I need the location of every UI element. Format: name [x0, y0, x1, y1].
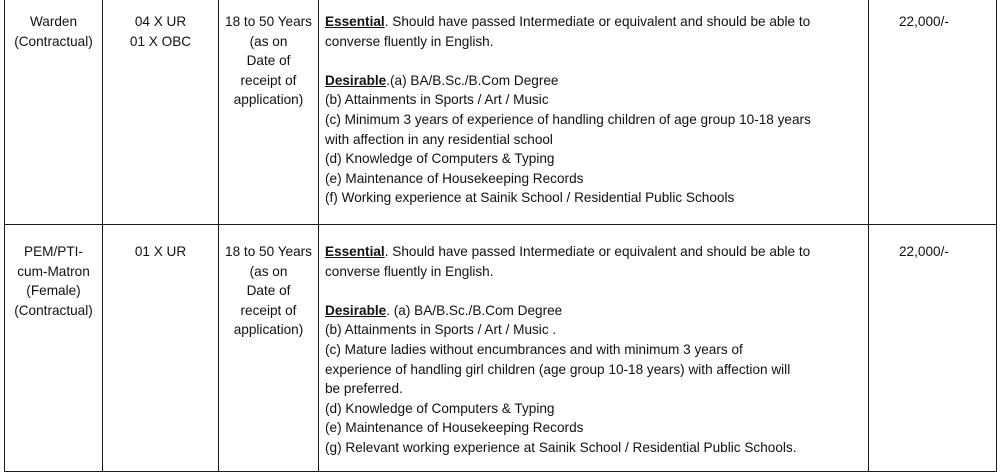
age-line: 18 to 50 Years — [225, 14, 312, 29]
desirable-first-item: .(a) BA/B.Sc./B.Com Degree — [386, 72, 559, 88]
essential-qualification — [325, 242, 864, 262]
desirable-item: (d) Knowledge of Computers & Typing — [325, 151, 555, 167]
post-name-cell — [5, 225, 103, 472]
vacancy-line: 01 X UR — [134, 244, 187, 259]
desirable-item: be preferred. — [325, 381, 403, 397]
pay-value: 22,000/- — [899, 14, 949, 29]
age-limit-cell — [219, 0, 319, 225]
essential-label: Essential — [325, 14, 385, 29]
age-line: 18 to 50 Years — [225, 244, 312, 259]
desirable-item: experience of handling girl children (age group 10-18 years) with affection will — [325, 361, 791, 377]
qualifications-cell — [319, 225, 869, 472]
pay-value: 22,000/- — [899, 244, 949, 259]
desirable-item: (e) Maintenance of Housekeeping Records — [325, 420, 584, 436]
desirable-item: (c) Minimum 3 years of experience of handling children of age group 10-18 years — [325, 111, 811, 127]
age-limit-cell — [219, 225, 319, 472]
desirable-item: (b) Attainments in Sports / Art / Music — [325, 92, 549, 108]
desirable-qualification — [325, 301, 864, 321]
post-name-line: (Female) — [26, 283, 81, 299]
desirable-item: (f) Working experience at Sainik School / Residential Public Schools — [325, 190, 735, 206]
vacancies-cell — [103, 0, 219, 225]
essential-label: Essential — [325, 244, 385, 259]
recruitment-table — [4, 0, 997, 472]
desirable-item: with affection in any residential school — [325, 131, 553, 147]
vacancy-line: 01 X OBC — [129, 33, 192, 49]
post-name-line: (Contractual) — [14, 33, 93, 49]
table-row — [5, 0, 997, 225]
age-line: application) — [233, 322, 304, 338]
desirable-item: (b) Attainments in Sports / Art / Music . — [325, 322, 557, 338]
desirable-item: (e) Maintenance of Housekeeping Records — [325, 170, 584, 186]
post-name-line: Warden — [29, 14, 78, 29]
post-name-line: cum-Matron — [17, 263, 90, 279]
age-line: application) — [233, 92, 304, 108]
desirable-item: (c) Mature ladies without encumbrances and with minimum 3 years of — [325, 341, 743, 357]
desirable-label: Desirable — [325, 302, 387, 318]
essential-text-continued: converse fluently in English. — [325, 33, 494, 49]
vacancies-cell — [103, 225, 219, 472]
age-line: Date of — [246, 53, 291, 69]
desirable-first-item: . (a) BA/B.Sc./B.Com Degree — [386, 302, 563, 318]
age-line: (as on — [249, 33, 288, 49]
post-name-cell — [5, 0, 103, 225]
age-line: (as on — [249, 263, 288, 279]
pay-cell — [869, 225, 997, 472]
desirable-label: Desirable — [325, 72, 387, 88]
essential-text: . Should have passed Intermediate or equivalent and should be able to — [384, 244, 811, 259]
essential-text: . Should have passed Intermediate or equivalent and should be able to — [384, 14, 811, 29]
pay-cell — [869, 0, 997, 225]
table-row — [5, 225, 997, 472]
age-line: Date of — [246, 283, 291, 299]
desirable-qualification — [325, 71, 864, 91]
age-line: receipt of — [240, 72, 297, 88]
post-name-line: PEM/PTI- — [24, 244, 83, 259]
essential-text-continued: converse fluently in English. — [325, 263, 494, 279]
post-name-line: (Contractual) — [14, 302, 93, 318]
vacancy-line: 04 X UR — [134, 14, 187, 29]
essential-qualification — [325, 12, 864, 32]
desirable-item: (d) Knowledge of Computers & Typing — [325, 400, 555, 416]
desirable-item: (g) Relevant working experience at Sainik School / Residential Public Schools. — [325, 439, 797, 455]
qualifications-cell — [319, 0, 869, 225]
age-line: receipt of — [240, 302, 297, 318]
